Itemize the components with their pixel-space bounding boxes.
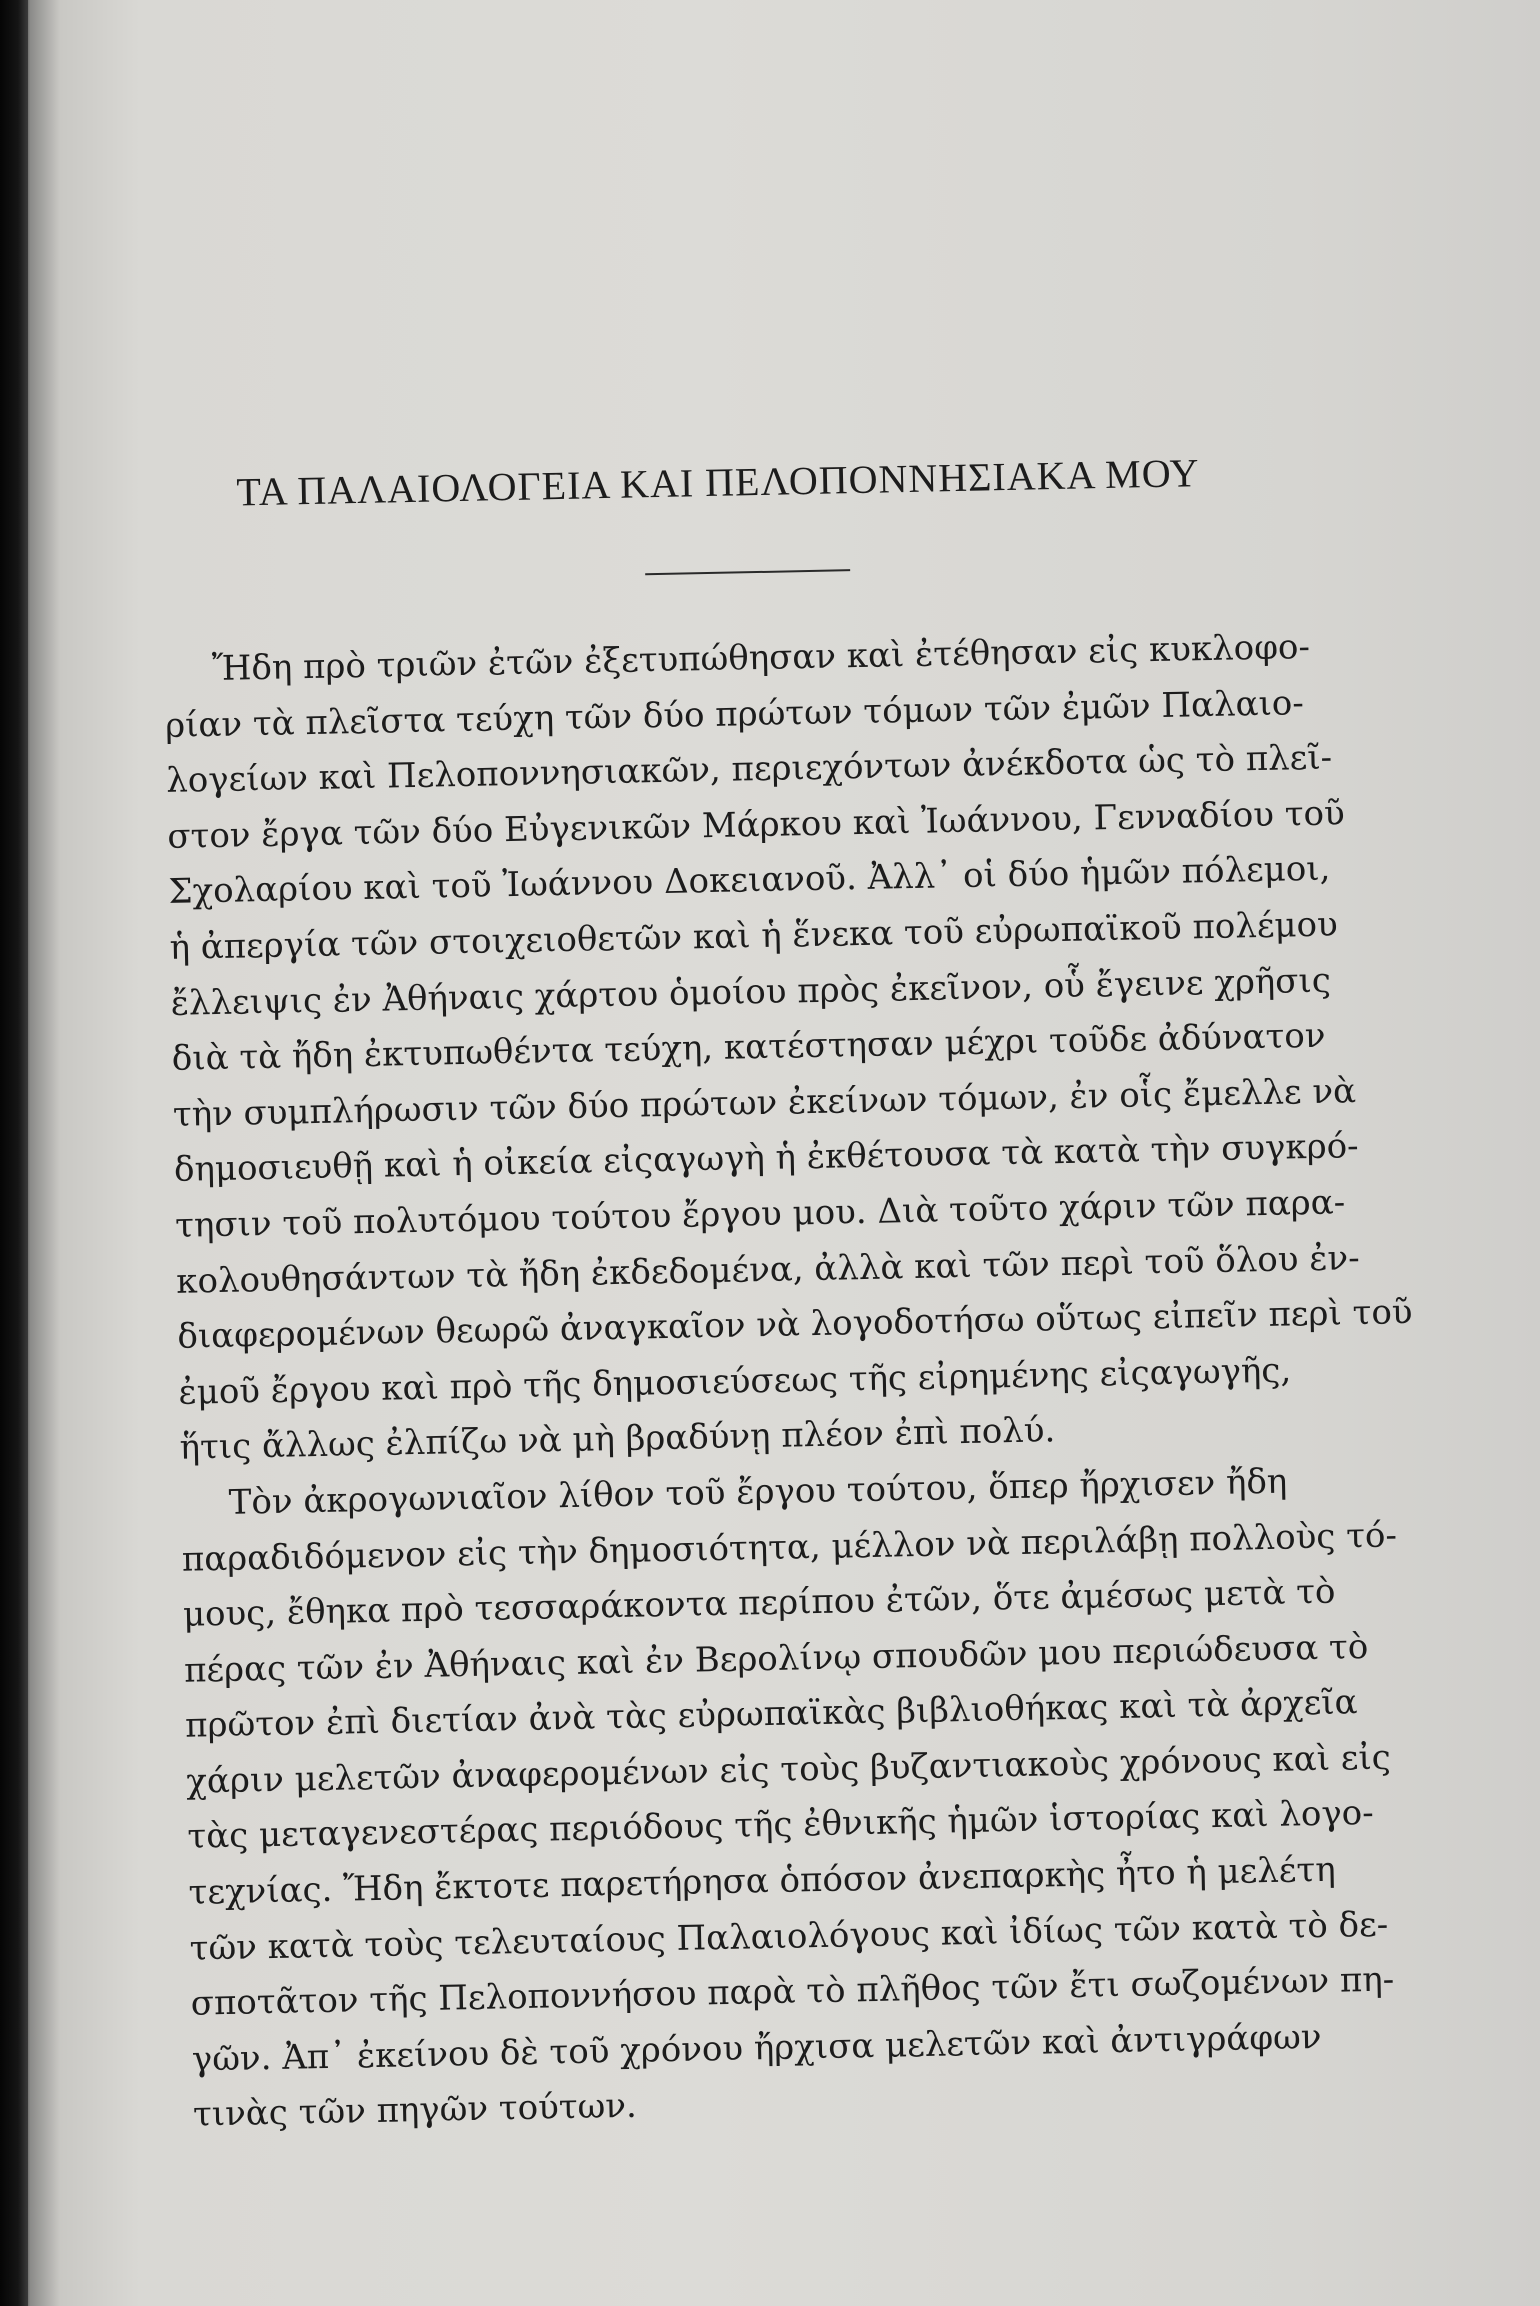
page-content <box>160 446 1413 2144</box>
text-line: ἔλλειψις ἐν Ἀθήναις χάρτου ὁμοίου πρὸς ἐκεῖνον, οὗ ἔγεινε χρῆσις <box>170 960 1332 1024</box>
book-spine-shadow <box>0 0 28 2306</box>
text-line: τινὰς τῶν πηγῶν τούτων. <box>192 2086 638 2136</box>
text-line: γῶν. Ἀπ᾽ ἐκείνου δὲ τοῦ χρόνου ἤρχισα μελετῶν καὶ ἀντιγράφων <box>191 2016 1322 2080</box>
text-line: χάριν μελετῶν ἀναφερομένων εἰς τοὺς βυζαντιακοὺς χρόνους καὶ εἰς <box>185 1737 1392 1802</box>
text-line: Ἤδη πρὸ τριῶν ἐτῶν ἐξετυπώθησαν καὶ ἐτέθησαν εἰς κυκλοφο- <box>211 626 1311 689</box>
text-line: τῶν κατὰ τοὺς τελευταίους Παλαιολόγους καὶ ἰδίως τῶν κατὰ τὸ δε- <box>189 1904 1389 1969</box>
text-line: διὰ τὰ ἤδη ἐκτυπωθέντα τεύχη, κατέστησαν μέχρι τοῦδε ἀδύνατον <box>171 1015 1326 1080</box>
text-line: ἐμοῦ ἔργου καὶ πρὸ τῆς δημοσιεύσεως τῆς εἰρημένης εἰςαγωγῆς, <box>178 1350 1292 1413</box>
page-title: ΤΑ ΠΑΛΑΙΟΛΟΓΕΙΑ ΚΑΙ ΠΕΛΟΠΟΝΝΗΣΙΑΚΑ ΜΟΥ <box>236 450 1200 515</box>
text-line: Σχολαρίου καὶ τοῦ Ἰωάννου Δοκειανοῦ. Ἀλλ᾽ οἱ δύο ἡμῶν πόλεμοι, <box>168 848 1331 913</box>
text-line: τησιν τοῦ πολυτόμου τούτου ἔργου μου. Διὰ τοῦτο χάριν τῶν παρα- <box>174 1182 1346 1246</box>
text-line: ἡ ἀπεργία τῶν στοιχειοθετῶν καὶ ἡ ἕνεκα τοῦ εὐρωπαϊκοῦ πολέμου <box>169 904 1339 968</box>
text-line: τὴν συμπλήρωσιν τῶν δύο πρώτων ἐκείνων τόμων, ἐν οἷς ἔμελλε νὰ <box>172 1070 1357 1135</box>
text-line: σποτᾶτον τῆς Πελοποννήσου παρὰ τὸ πλῆθος τῶν ἔτι σωζομένων πη- <box>190 1959 1395 2024</box>
text-line: κολουθησάντων τὰ ἤδη ἐκδεδομένα, ἀλλὰ καὶ τῶν περὶ τοῦ ὅλου ἐν- <box>175 1237 1361 1302</box>
text-line: τεχνίας. Ἤδη ἔκτοτε παρετήρησα ὁπόσον ἀνεπαρκὴς ἦτο ἡ μελέτη <box>188 1849 1337 1913</box>
text-line: ρίαν τὰ πλεῖστα τεύχη τῶν δύο πρώτων τόμων τῶν ἐμῶν Παλαιο- <box>164 682 1305 746</box>
title-rule <box>645 569 850 575</box>
text-line: Τὸν ἀκρογωνιαῖον λίθον τοῦ ἔργου τούτου, ὅπερ ἤρχισεν ἤδη <box>228 1461 1288 1523</box>
text-line: πρῶτον ἐπὶ διετίαν ἀνὰ τὰς εὐρωπαϊκὰς βιβλιοθήκας καὶ τὰ ἀρχεῖα <box>184 1682 1358 1747</box>
text-line: λογείων καὶ Πελοποννησιακῶν, περιεχόντων ἀνέκδοτα ὡς τὸ πλεῖ- <box>165 737 1333 802</box>
text-line: τὰς μεταγενεστέρας περιόδους τῆς ἐθνικῆς ἡμῶν ἱστορίας καὶ λογο- <box>187 1793 1375 1858</box>
paragraph-2 <box>180 1452 1413 2143</box>
text-line: διαφερομένων θεωρῶ ἀναγκαῖον νὰ λογοδοτήσω οὕτως εἰπεῖν περὶ τοῦ <box>177 1292 1413 1357</box>
text-line: στον ἔργα τῶν δύο Εὐγενικῶν Μάρκου καὶ Ἰωάννου, Γενναδίου τοῦ <box>166 793 1346 857</box>
text-line: πέρας τῶν ἐν Ἀθήναις καὶ ἐν Βερολίνῳ σπουδῶν μου περιώδευσα τὸ <box>183 1626 1369 1691</box>
paragraph-1 <box>163 618 1413 1476</box>
text-line: ἥτις ἄλλως ἐλπίζω νὰ μὴ βραδύνῃ πλέον ἐπὶ πολύ. <box>179 1410 1056 1469</box>
text-line: δημοσιευθῇ καὶ ἡ οἰκεία εἰςαγωγὴ ἡ ἐκθέτουσα τὰ κατὰ τὴν συγκρό- <box>173 1126 1359 1191</box>
text-line: παραδιδόμενον εἰς τὴν δημοσιότητα, μέλλον νὰ περιλάβῃ πολλοὺς τό- <box>181 1514 1398 1580</box>
text-line: μους, ἔθηκα πρὸ τεσσαράκοντα περίπου ἐτῶν, ὅτε ἀμέσως μετὰ τὸ <box>182 1571 1336 1635</box>
